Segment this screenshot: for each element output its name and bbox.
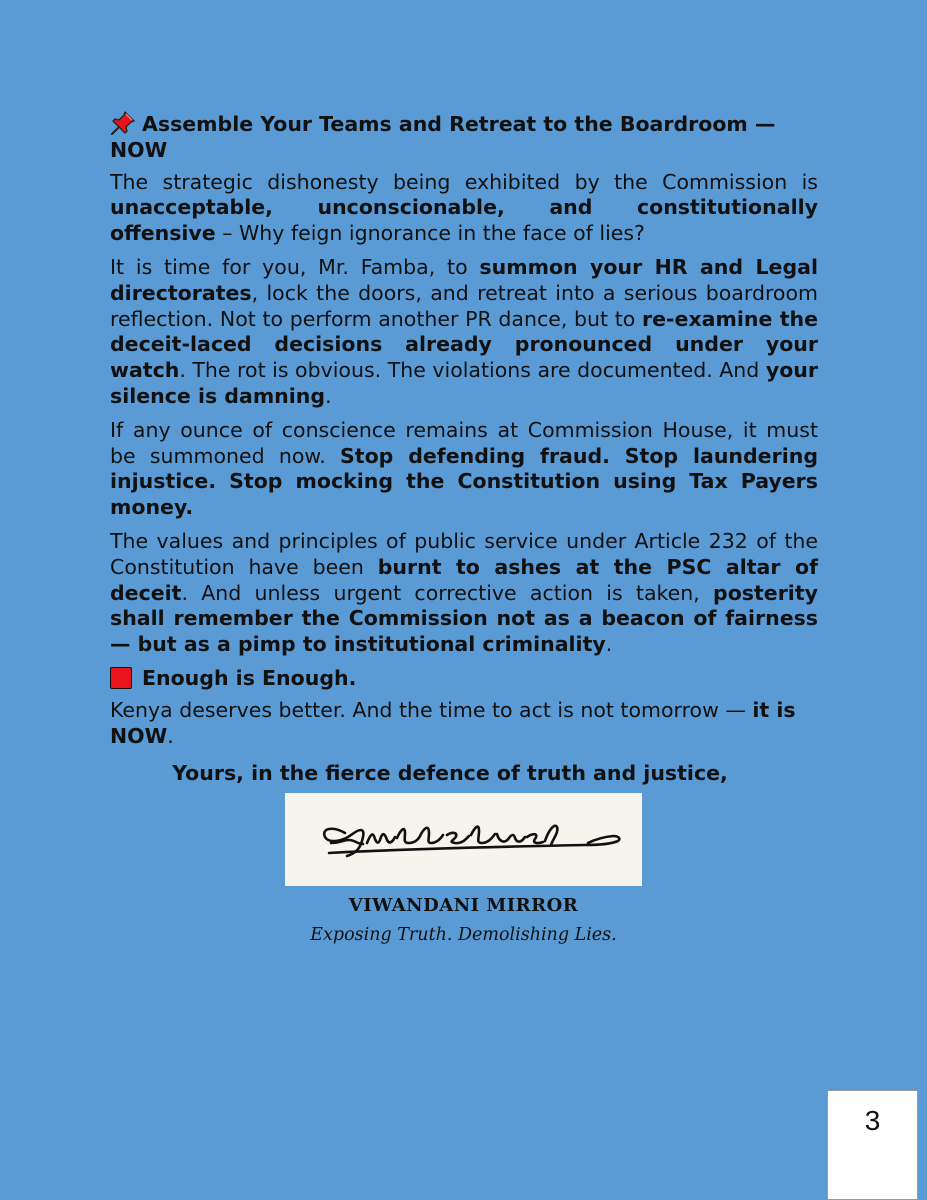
red-square-icon bbox=[110, 667, 132, 689]
section-heading bbox=[110, 110, 818, 164]
callout bbox=[110, 666, 818, 692]
letter-body bbox=[110, 110, 818, 795]
callout-text: Enough is Enough. bbox=[142, 665, 357, 690]
page-number: 3 bbox=[827, 1090, 918, 1200]
paragraph-3: If any ounce of conscience remains at Commission House, it must be summoned now. Stop defending fraud. Stop laundering injustice. Stop mocking the Constitution using Tax Payers money. bbox=[110, 417, 818, 520]
heading-text: Assemble Your Teams and Retreat to the Boardroom — NOW bbox=[110, 112, 776, 162]
signature-image bbox=[285, 793, 642, 886]
paragraph-5: Kenya deserves better. And the time to act is not tomorrow — it is NOW. bbox=[110, 697, 796, 748]
organization-tagline: Exposing Truth. Demolishing Lies. bbox=[310, 925, 617, 945]
paragraph-1: The strategic dishonesty being exhibited by the Commission is unacceptable, unconscionable, and constitutionally offensive – Why feign ignorance in the face of lies? bbox=[110, 169, 818, 246]
closing-line: Yours, in the fierce defence of truth and justice, bbox=[172, 761, 728, 786]
paragraph-4: The values and principles of public service under Article 232 of the Constitution have been burnt to ashes at the PSC altar of deceit. And unless urgent corrective action is taken, posterity shall remember the Commission not as a beacon of fairness — but as a pimp to institutional criminality. bbox=[110, 528, 818, 657]
organization-name: VIWANDANI MIRROR bbox=[348, 895, 579, 916]
paragraph-2: It is time for you, Mr. Famba, to summon your HR and Legal directorates, lock the doors, and retreat into a serious boardroom reflection. Not to perform another PR dance, but to re-examine the deceit-laced decisions already pronounced under your watch. The rot is obvious. The violations are documented. And your silence is damning. bbox=[110, 254, 818, 408]
pushpin-icon bbox=[110, 110, 136, 136]
